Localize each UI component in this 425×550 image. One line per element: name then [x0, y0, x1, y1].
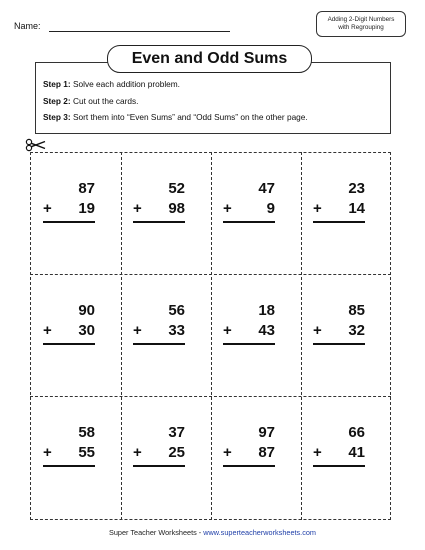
- addend-top: 58: [78, 424, 95, 441]
- problem-card[interactable]: [211, 152, 301, 274]
- scissors-icon: [25, 138, 47, 152]
- sum-line: [43, 221, 95, 223]
- sum-line: [313, 343, 365, 345]
- problem-card[interactable]: [121, 396, 211, 518]
- addition-problem: [133, 301, 185, 345]
- step-1-text: Solve each addition problem.: [72, 79, 180, 89]
- problem-card[interactable]: [31, 274, 121, 396]
- addend-bottom: 19: [78, 200, 95, 217]
- footer-separator: -: [196, 528, 204, 537]
- addend-bottom: 14: [348, 200, 365, 217]
- name-blank-line[interactable]: [49, 31, 230, 32]
- sum-line: [133, 465, 185, 467]
- step-1: [43, 79, 180, 89]
- addend-top: 97: [258, 424, 275, 441]
- plus-sign: +: [43, 200, 52, 217]
- addend-top: 18: [258, 302, 275, 319]
- plus-sign: +: [223, 322, 232, 339]
- problem-card[interactable]: [211, 274, 301, 396]
- page-title: Even and Odd Sums: [107, 45, 312, 73]
- addend-top: 85: [348, 302, 365, 319]
- addend-bottom-row: [43, 199, 95, 219]
- addition-problem: [133, 179, 185, 223]
- addend-top: 90: [78, 302, 95, 319]
- plus-sign: +: [133, 322, 142, 339]
- addend-bottom-row: [133, 199, 185, 219]
- addition-problem: [313, 423, 365, 467]
- addend-bottom: 41: [348, 444, 365, 461]
- problem-card[interactable]: [301, 274, 391, 396]
- addend-bottom: 43: [258, 322, 275, 339]
- footer-brand: Super Teacher Worksheets: [109, 528, 197, 537]
- addend-top: 47: [258, 180, 275, 197]
- addend-top: 87: [78, 180, 95, 197]
- addend-bottom-row: [223, 443, 275, 463]
- addition-problem: [133, 423, 185, 467]
- addend-top: 66: [348, 424, 365, 441]
- addition-problem: [43, 301, 95, 345]
- step-3-label: Step 3:: [43, 112, 71, 122]
- addition-problem: [223, 179, 275, 223]
- addend-bottom: 87: [258, 444, 275, 461]
- addend-bottom-row: [43, 443, 95, 463]
- plus-sign: +: [43, 444, 52, 461]
- topic-badge: [316, 11, 406, 37]
- addition-problem: [43, 423, 95, 467]
- plus-sign: +: [43, 322, 52, 339]
- step-2-text: Cut out the cards.: [72, 96, 139, 106]
- plus-sign: +: [133, 200, 142, 217]
- addend-bottom-row: [133, 443, 185, 463]
- addition-problem: [43, 179, 95, 223]
- plus-sign: +: [313, 444, 322, 461]
- addend-bottom: 32: [348, 322, 365, 339]
- plus-sign: +: [313, 200, 322, 217]
- step-3-text: Sort them into “Even Sums” and “Odd Sums” on the other page.: [72, 112, 308, 122]
- sum-line: [313, 465, 365, 467]
- addend-bottom: 9: [266, 200, 275, 217]
- step-2-label: Step 2:: [43, 96, 71, 106]
- sum-line: [133, 343, 185, 345]
- addend-bottom: 33: [168, 322, 185, 339]
- footer-url-link[interactable]: www.superteacherworksheets.com: [203, 528, 316, 537]
- footer: [0, 528, 425, 537]
- plus-sign: +: [223, 200, 232, 217]
- addend-bottom: 98: [168, 200, 185, 217]
- addend-bottom-row: [313, 321, 365, 341]
- problem-card[interactable]: [31, 396, 121, 518]
- addend-bottom-row: [313, 443, 365, 463]
- addend-bottom: 30: [78, 322, 95, 339]
- step-2: [43, 96, 138, 106]
- problem-card[interactable]: [211, 396, 301, 518]
- addition-problem: [313, 179, 365, 223]
- addend-top: 56: [168, 302, 185, 319]
- topic-line-1: Adding 2-Digit Numbers: [327, 16, 395, 23]
- addend-bottom-row: [43, 321, 95, 341]
- addend-bottom: 25: [168, 444, 185, 461]
- addend-top: 23: [348, 180, 365, 197]
- addition-problem: [223, 301, 275, 345]
- sum-line: [223, 465, 275, 467]
- plus-sign: +: [313, 322, 322, 339]
- sum-line: [223, 343, 275, 345]
- problem-card[interactable]: [121, 274, 211, 396]
- plus-sign: +: [223, 444, 232, 461]
- problem-card[interactable]: [301, 396, 391, 518]
- addition-problem: [313, 301, 365, 345]
- problem-card[interactable]: [31, 152, 121, 274]
- addend-top: 37: [168, 424, 185, 441]
- topic-line-2: with Regrouping: [338, 24, 384, 31]
- problem-card[interactable]: [121, 152, 211, 274]
- addition-problem: [223, 423, 275, 467]
- addend-bottom: 55: [78, 444, 95, 461]
- sum-line: [43, 465, 95, 467]
- sum-line: [43, 343, 95, 345]
- addend-top: 52: [168, 180, 185, 197]
- addend-bottom-row: [133, 321, 185, 341]
- sum-line: [223, 221, 275, 223]
- step-3: [43, 112, 308, 122]
- sum-line: [133, 221, 185, 223]
- name-label: Name:: [14, 21, 41, 31]
- step-1-label: Step 1:: [43, 79, 71, 89]
- addend-bottom-row: [223, 199, 275, 219]
- addend-bottom-row: [313, 199, 365, 219]
- plus-sign: +: [133, 444, 142, 461]
- sum-line: [313, 221, 365, 223]
- addend-bottom-row: [223, 321, 275, 341]
- problem-card[interactable]: [301, 152, 391, 274]
